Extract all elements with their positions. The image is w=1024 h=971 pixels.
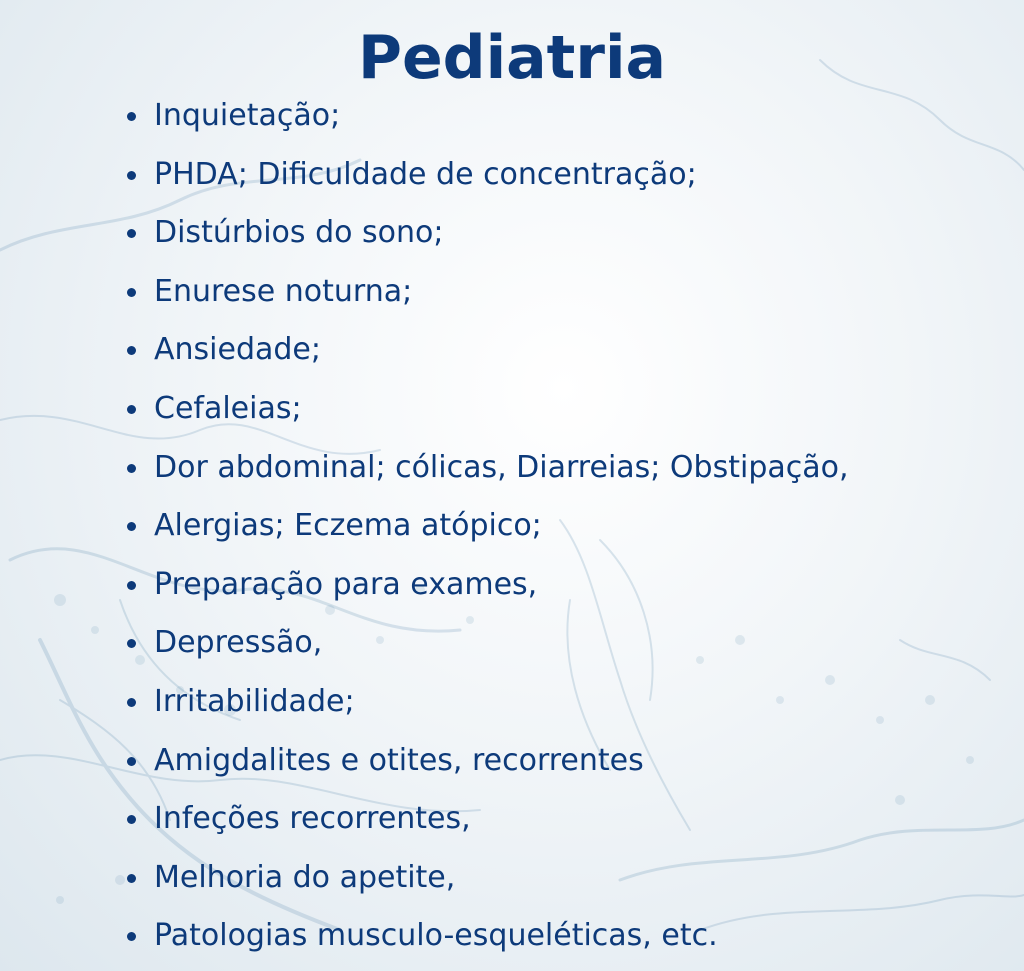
list-item-text: Melhoria do apetite,: [154, 859, 456, 895]
condition-list: [0, 87, 849, 966]
list-item-text: Ansiedade;: [154, 332, 321, 368]
list-item: [0, 263, 849, 322]
bullet-icon: [127, 581, 136, 590]
bullet-icon: [127, 171, 136, 180]
list-item: [0, 204, 849, 263]
list-item: [0, 790, 849, 849]
list-item: [0, 732, 849, 791]
list-item-text: Cefaleias;: [154, 390, 302, 426]
page-title: Pediatria: [358, 23, 666, 93]
list-item-text: Irritabilidade;: [154, 683, 355, 719]
list-item-text: Preparação para exames,: [154, 566, 538, 602]
list-item-text: Dor abdominal; cólicas, Diarreias; Obstipação,: [154, 449, 849, 485]
bullet-icon: [127, 405, 136, 414]
bullet-icon: [127, 698, 136, 707]
list-item: [0, 849, 849, 908]
bullet-icon: [127, 464, 136, 473]
list-item: [0, 439, 849, 498]
bullet-icon: [127, 874, 136, 883]
bullet-icon: [127, 932, 136, 941]
list-item-text: Distúrbios do sono;: [154, 215, 444, 251]
list-item: [0, 87, 849, 146]
bullet-icon: [127, 288, 136, 297]
list-item: [0, 556, 849, 615]
bullet-icon: [127, 815, 136, 824]
list-item: [0, 673, 849, 732]
list-item: [0, 146, 849, 205]
list-item-text: Infeções recorrentes,: [154, 801, 471, 837]
list-item: [0, 497, 849, 556]
bullet-icon: [127, 522, 136, 531]
list-item: [0, 321, 849, 380]
list-item-text: Depressão,: [154, 625, 323, 661]
list-item-text: PHDA; Dificuldade de concentração;: [154, 156, 697, 192]
bullet-icon: [127, 639, 136, 648]
list-item-text: Amigdalites e otites, recorrentes: [154, 742, 644, 778]
list-item-text: Alergias; Eczema atópico;: [154, 508, 542, 544]
list-item: [0, 380, 849, 439]
bullet-icon: [127, 757, 136, 766]
list-item: [0, 907, 849, 966]
list-item-text: Enurese noturna;: [154, 273, 413, 309]
bullet-icon: [127, 229, 136, 238]
bullet-icon: [127, 346, 136, 355]
list-item-text: Patologias musculo-esqueléticas, etc.: [154, 918, 718, 954]
bullet-icon: [127, 112, 136, 121]
list-item: [0, 614, 849, 673]
list-item-text: Inquietação;: [154, 98, 341, 133]
